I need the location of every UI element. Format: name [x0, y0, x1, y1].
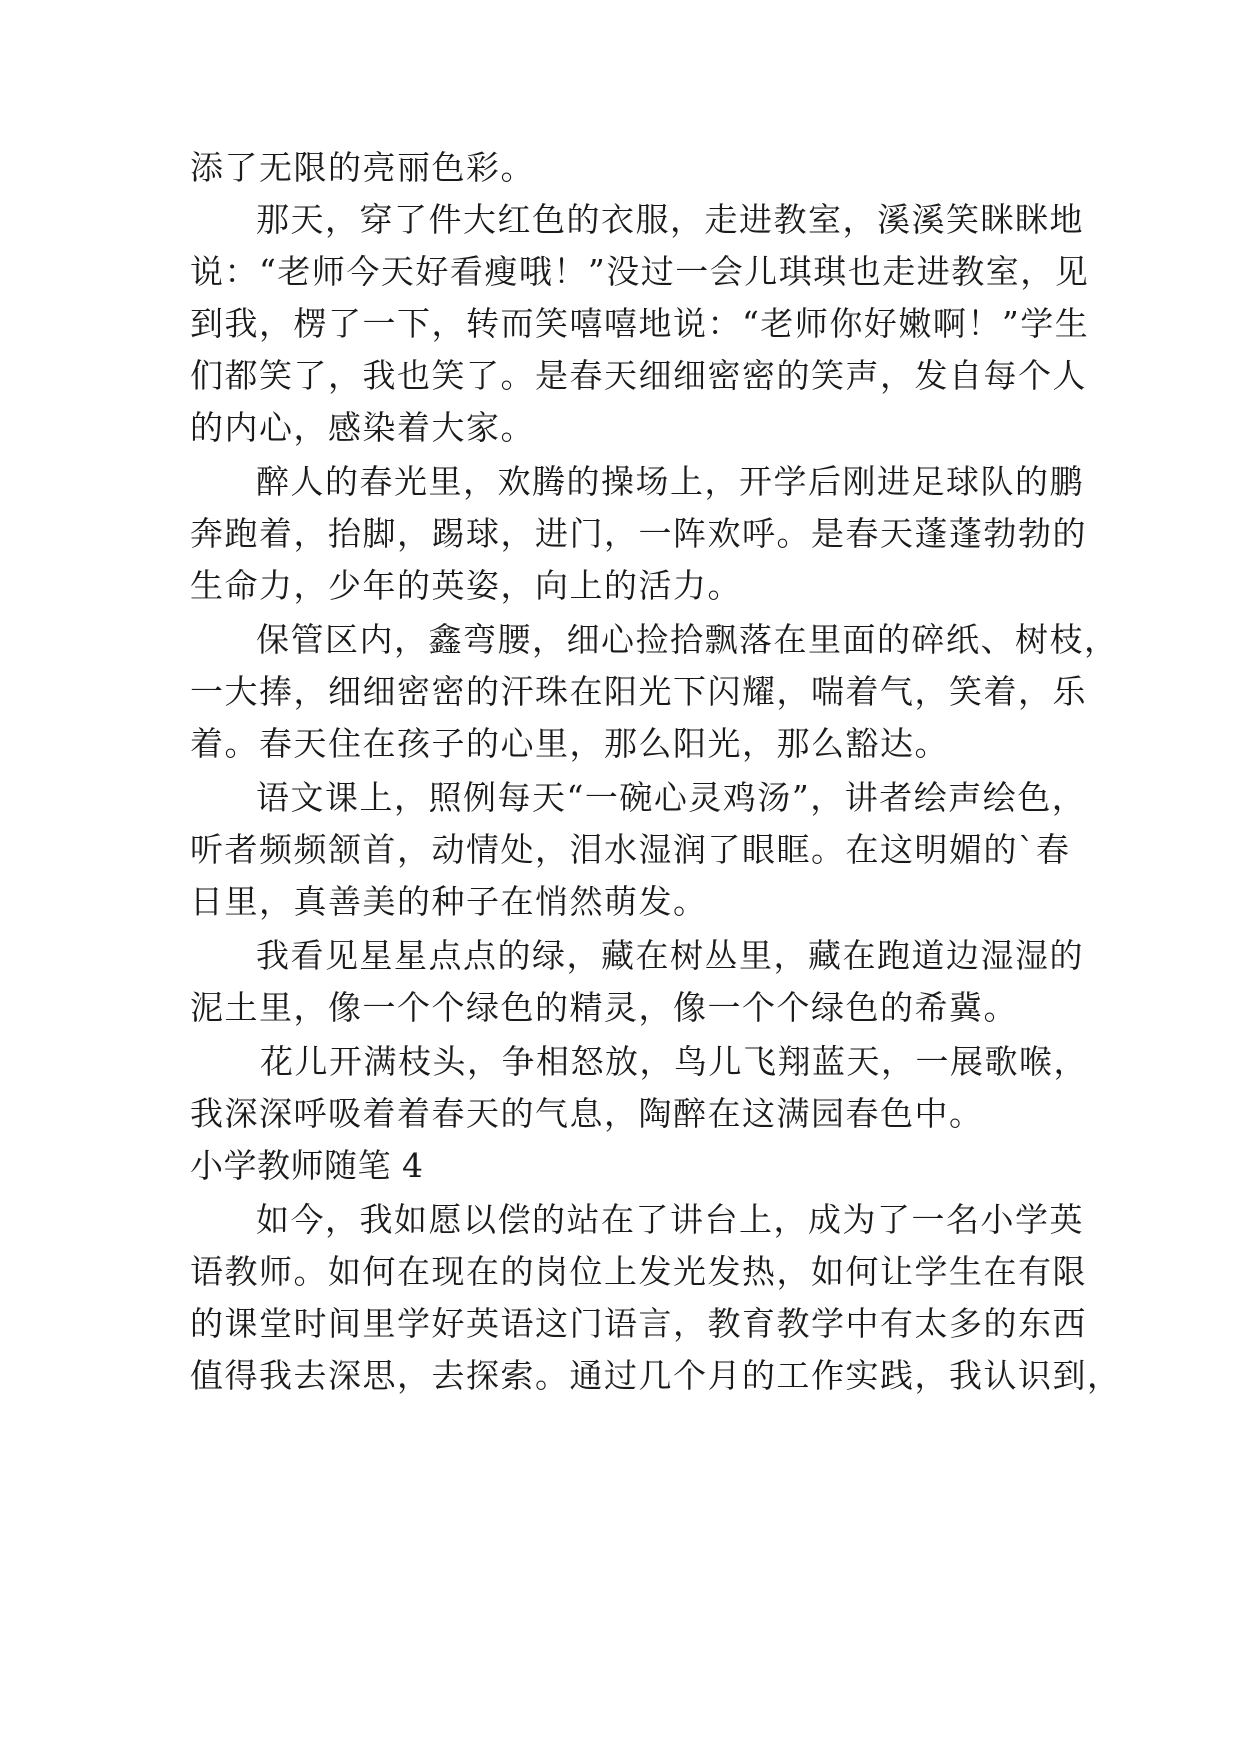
text-line: 我深深呼吸着着春天的气息，陶醉在这满园春色中。: [190, 1094, 984, 1133]
paragraph-first-line: 醉人的春光里，欢腾的操场上，开学后刚进足球队的鹏: [256, 462, 1084, 501]
text-line: 听者频频颔首，动情处，泪水湿润了眼眶。在这明媚的`春: [190, 830, 1071, 869]
text-line: 值得我去深思，去探索。通过几个月的工作实践，我认识到，: [190, 1356, 1122, 1395]
text-line: 生命力，少年的英姿，向上的活力。: [190, 566, 742, 605]
text-line: 一大捧，细细密密的汗珠在阳光下闪耀，喘着气，笑着，乐: [190, 672, 1087, 711]
text-line: 添了无限的亮丽色彩。: [190, 148, 535, 187]
text-line: 泥土里，像一个个绿色的精灵，像一个个绿色的希冀。: [190, 988, 1018, 1027]
paragraph-first-line: 语文课上，照例每天“一碗心灵鸡汤”，讲者绘声绘色，: [256, 778, 1087, 817]
section-heading: 小学教师随笔 4: [190, 1146, 424, 1185]
text-line: 到我，楞了一下，转而笑嘻嘻地说：“老师你好嫩啊！”学生: [190, 304, 1090, 343]
text-line: 着。春天住在孩子的心里，那么阳光，那么豁达。: [190, 724, 949, 763]
text-line: 奔跑着，抬脚，踢球，进门，一阵欢呼。是春天蓬蓬勃勃的: [190, 514, 1087, 553]
text-line: 们都笑了，我也笑了。是春天细细密密的笑声，发自每个人: [190, 356, 1087, 395]
text-line: 语教师。如何在现在的岗位上发光发热，如何让学生在有限: [190, 1252, 1087, 1291]
paragraph-first-line: 那天，穿了件大红色的衣服，走进教室，溪溪笑眯眯地: [256, 200, 1084, 239]
paragraph-first-line: 如今，我如愿以偿的站在了讲台上，成为了一名小学英: [256, 1200, 1084, 1239]
paragraph-first-line: 花儿开满枝头，争相怒放，鸟儿飞翔蓝天，一展歌喉，: [260, 1042, 1088, 1081]
text-line: 的内心，感染着大家。: [190, 408, 535, 447]
text-line: 日里，真善美的种子在悄然萌发。: [190, 882, 708, 921]
text-line: 说：“老师今天好看瘦哦！”没过一会儿琪琪也走进教室，见: [190, 252, 1090, 291]
paragraph-first-line: 保管区内，鑫弯腰，细心捡拾飘落在里面的碎纸、树枝，: [256, 620, 1119, 659]
text-line: 的课堂时间里学好英语这门语言，教育教学中有太多的东西: [190, 1304, 1087, 1343]
paragraph-first-line: 我看见星星点点的绿，藏在树丛里，藏在跑道边湿湿的: [256, 936, 1084, 975]
